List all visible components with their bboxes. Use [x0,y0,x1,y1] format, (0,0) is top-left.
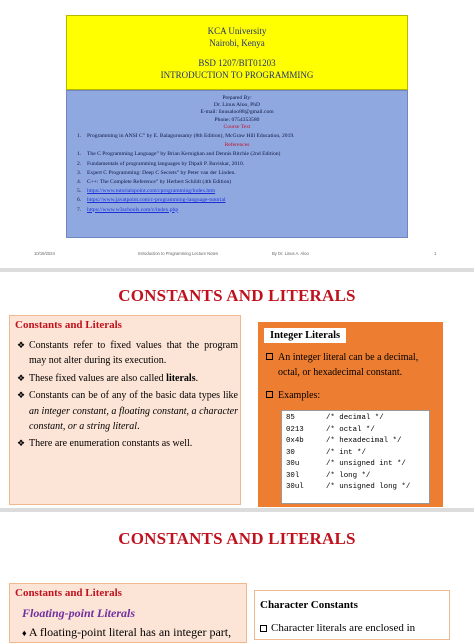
checkbox-square-icon [266,353,273,360]
code-comment: /* decimal */ [326,414,384,422]
reference-link[interactable]: https://www.javatpoint.com/c-programming-language-tutorial [87,197,226,204]
course-info-box [66,90,408,238]
university-location: Nairobi, Kenya [209,38,265,48]
bullet-icon: ♦ [22,628,29,638]
course-code: BSD 1207/BIT01203 [198,58,276,68]
reference-text: Fundamentals of programming languages by Dipali P. Baviskar, 2010. [87,160,245,167]
list-number: 3. [77,169,82,176]
author-name: Dr. Linus Aloo, PhD [213,102,261,109]
footer-title: Introduction to Programming Lecture Notes [138,251,219,256]
reference-text: C++: The Complete Reference” by Herbert Schildt (4th Edition) [87,179,232,186]
slide-title: CONSTANTS AND LITERALS [118,286,356,305]
reference-item-4 [77,179,407,186]
floating-literals-heading: Floating-point Literals [22,606,136,620]
constants-panel [9,315,241,505]
code-literal: 30l [286,471,300,480]
footer-author: By Dr. Linus A. Aloo [272,251,309,256]
course-text-item-1 [77,133,407,140]
code-example-row [286,413,425,425]
integer-literal-description: An integer literal can be a decimal, octal, or hexadecimal constant. [266,350,438,380]
footer-date: 10/19/2024 [34,251,55,256]
bullet-item-1 [16,338,238,369]
constants-panel-2 [9,583,247,643]
floating-literal-text: ♦ A floating-point literal has an integer part, [22,625,232,639]
reference-item-1 [77,151,407,158]
code-literal: 30ul [286,483,304,491]
course-text-heading: Course Text [223,123,251,130]
diamond-bullet-icon: ❖ [17,340,26,350]
integer-literals-heading: Integer Literals [264,328,346,343]
course-text-list [67,133,407,140]
code-comment: /* long */ [326,471,371,480]
course-title: INTRODUCTION TO PROGRAMMING [160,70,314,80]
reference-item-5[interactable] [77,188,407,195]
code-example-row [286,482,425,494]
code-example-row [286,448,425,460]
list-number: 1. [77,151,82,158]
reference-text: The C Programming Language” by Brian Kernighan and Dennis Ritchie (2nd Edition) [87,151,281,158]
reference-item-7[interactable] [77,207,407,214]
code-comment: /* int */ [326,448,366,457]
references-heading: References [224,142,250,149]
code-literal: 0213 [286,425,304,434]
code-literal: 30u [286,460,300,468]
character-constants-text: Character literals are enclosed in [260,622,415,634]
list-number: 4. [77,179,82,186]
checkbox-square-icon [266,391,273,398]
reference-link[interactable]: https://www.w3schools.com/c/index.php [87,206,179,213]
slide-constants-literals-2 [0,512,474,639]
reference-item-2 [77,161,407,168]
slide-title: CONSTANTS AND LITERALS [118,529,356,548]
list-number: 2. [77,160,82,167]
bullet-item-3 [16,388,238,434]
slide-constants-literals [0,272,474,508]
slide-title [0,0,474,268]
list-number: 7. [77,206,82,213]
code-comment: /* unsigned long */ [326,483,411,491]
bullet-text: Constants can be of any of the basic data types like an integer constant, a floating constant, a character constant, or a string literal. [29,390,238,433]
integer-examples-code [281,410,430,504]
bullet-item-2 [16,371,238,386]
prepared-by: Prepared By: [222,95,252,101]
bullet-text: Constants refer to fixed values that the program may not alter during its execution. [29,340,238,367]
references-list [67,151,407,213]
integer-literals-panel [258,322,443,507]
diamond-bullet-icon: ❖ [17,390,26,401]
bullet-text: These fixed values are also called literals. [29,372,199,384]
code-comment: /* hexadecimal */ [326,437,402,445]
course-header-box [66,15,408,90]
code-example-row [286,471,425,483]
code-example-row [286,459,425,471]
checkbox-square-icon [260,625,267,632]
bullet-item-4 [16,436,238,451]
character-constants-panel [254,590,450,640]
code-example-row [286,425,425,437]
list-number: 1. [77,133,82,140]
list-number: 5. [77,188,82,195]
code-comment: /* octal */ [326,425,375,434]
code-example-row [286,436,425,448]
constants-bullets [16,338,238,454]
diamond-bullet-icon: ❖ [17,438,26,449]
code-comment: /* unsigned int */ [326,460,406,468]
examples-label: Examples: [266,388,320,403]
character-constants-heading: Character Constants [260,599,358,611]
author-phone: Phone: 0754353580 [214,116,260,123]
university-name: KCA University [207,26,267,36]
reference-text: Programming in ANSI C” by E. Balagurusamy (8th Edition), McGraw Hill Education, 2019. [87,133,295,140]
code-literal: 0x4b [286,437,304,445]
reference-item-3 [77,170,407,177]
panel-header: Constants and Literals [15,587,122,599]
reference-link[interactable]: https://www.tutorialspoint.com/cprogramming/index.htm [87,188,216,195]
bullet-text: There are enumeration constants as well. [29,438,193,450]
author-email: E-mail: linusaloo88@gmail.com [200,109,274,116]
panel-header: Constants and Literals [15,319,122,331]
diamond-bullet-icon: ❖ [17,372,26,383]
code-literal: 30 [286,448,295,457]
list-number: 6. [77,197,82,204]
reference-item-6[interactable] [77,197,407,204]
footer-page-number: 1 [434,251,437,256]
reference-text: Expert C Programming: Deep C Secrets” by Peter van der Linden. [87,169,236,176]
code-literal: 85 [286,414,295,422]
